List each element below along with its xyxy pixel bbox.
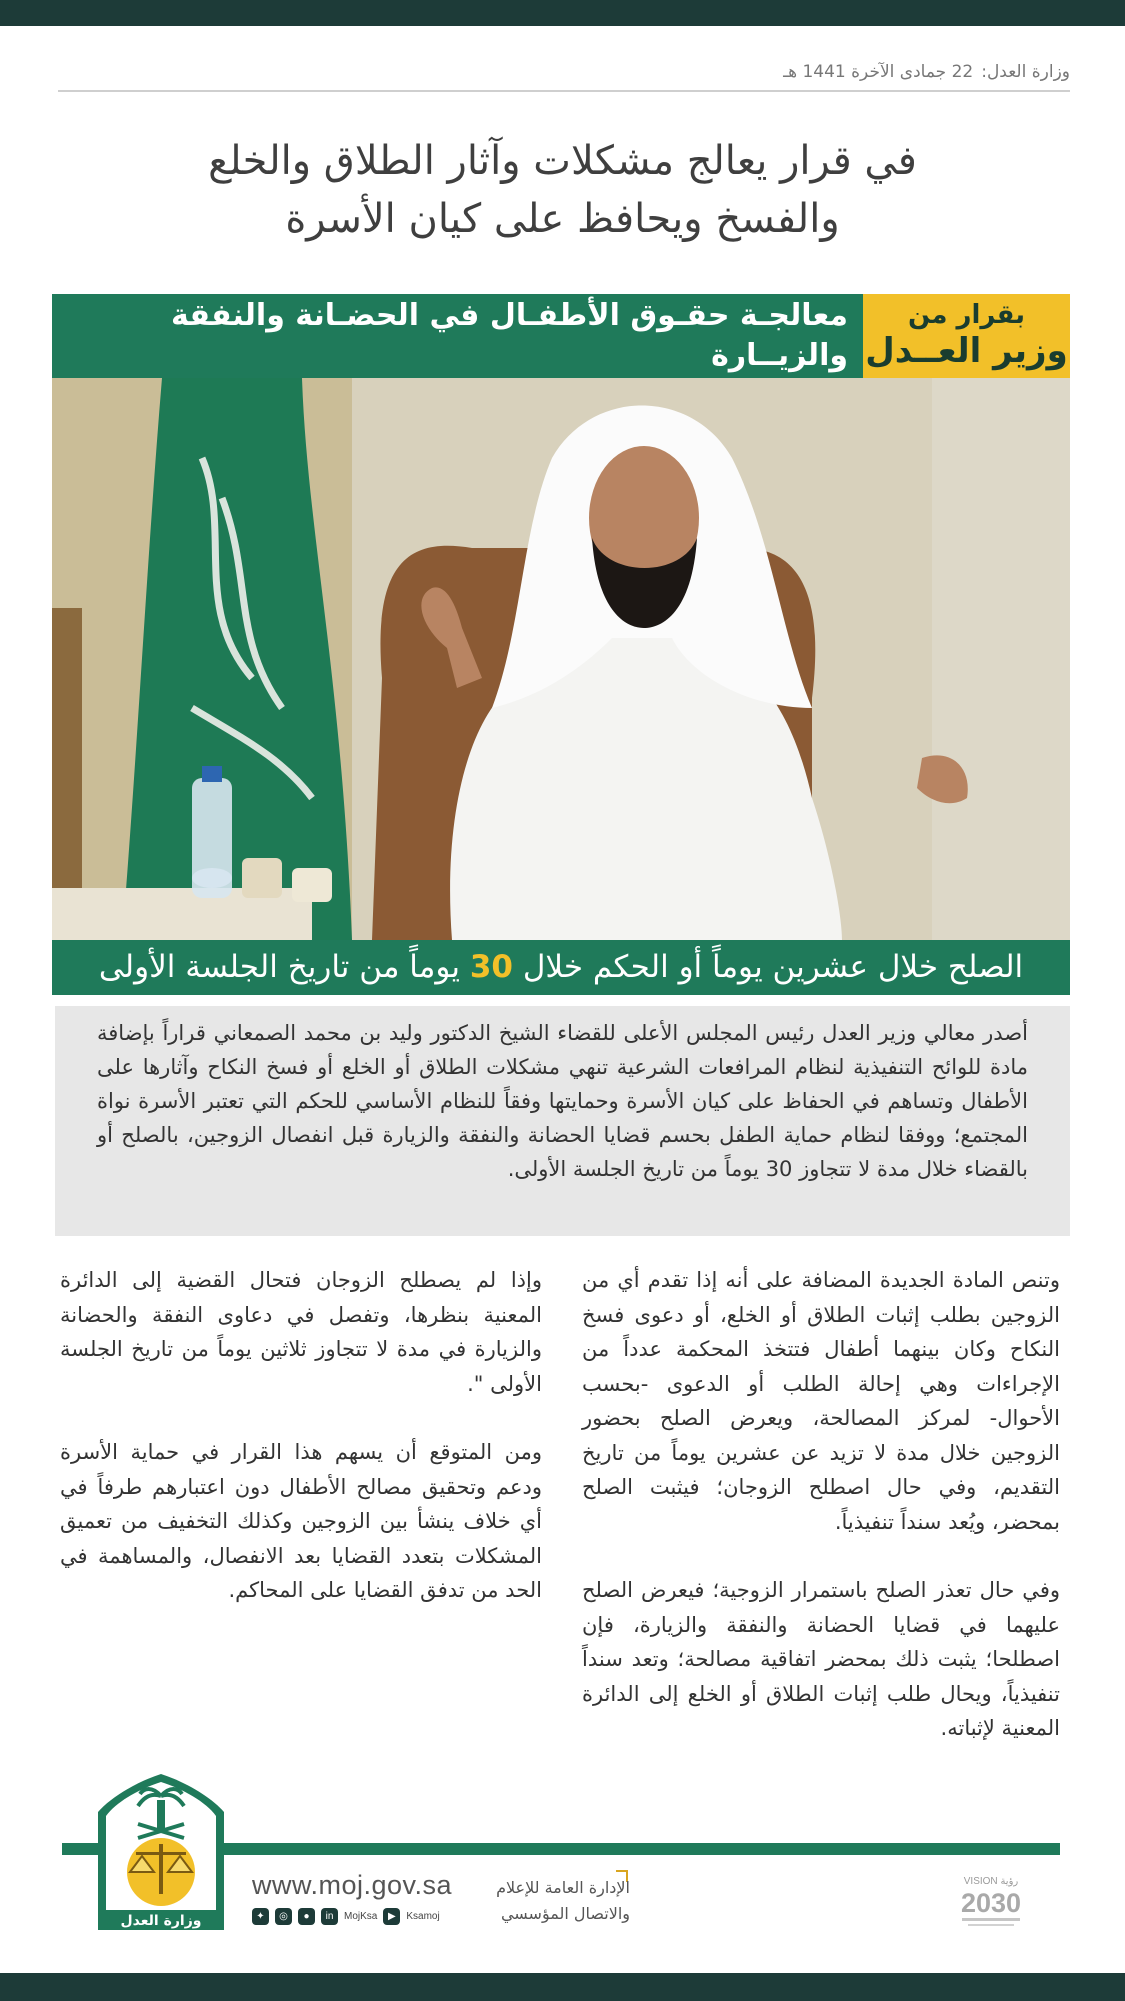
dept-line-2: والاتصال المؤسسي	[500, 1904, 630, 1923]
minister-photo-illustration	[52, 378, 1070, 940]
snapchat-icon[interactable]: ●	[298, 1908, 315, 1925]
article-column-right	[582, 1263, 1060, 1780]
youtube-icon[interactable]: ▶	[383, 1908, 400, 1925]
caption-before: الصلح خلال عشرين يوماً أو الحكم خلال	[522, 949, 1024, 985]
instagram-icon[interactable]: ◎	[275, 1908, 292, 1925]
ministry-seal-logo	[94, 1772, 228, 1932]
article-column-left	[60, 1263, 542, 1642]
department-name	[470, 1875, 630, 1927]
social-links	[252, 1905, 440, 1927]
vision-2030-logo	[948, 1870, 1034, 1930]
top-bar	[0, 0, 1125, 26]
dateline	[58, 62, 1070, 92]
paragraph: ومن المتوقع أن يسهم هذا القرار في حماية الأسرة ودعم وتحقيق مصالح الأطفال دون اعتبارهم طرفاً في أي خلاف ينشأ بين الزوجين وكذلك التخفيف من تعميق المشكلات بتعدد القضايا بعد الانفصال، والمساهمة في الحد من تدفق القضايا على المحاكم.	[60, 1440, 542, 1602]
minister-photo	[52, 378, 1070, 940]
dept-line-1: الإدارة العامة للإعلام	[496, 1878, 630, 1897]
water-bottle	[192, 778, 232, 898]
title-line-2: والفسخ ويحافظ على كيان الأسرة	[285, 196, 840, 242]
highlight-caption	[52, 940, 1070, 995]
intro-paragraph: أصدر معالي وزير العدل رئيس المجلس الأعلى للقضاء الشيخ الدكتور وليد بن محمد الصمعاني قراراً بإضافة مادة للوائح التنفيذية لنظام المرافعات الشرعية تنهي مشكلات الطلاق أو الخلع أو فسخ النكاح وآثارها على الأطفال وتساهم في الحفاظ على كيان الأسرة وحمايتها وفقاً للنظام الأساسي للحكم التي تعتبر الأسرة نواة المجتمع؛ ووفقا لنظام حماية الطفل بحسم قضايا الحضانة والنفقة والزيارة قبل انفصال الزوجين، بالصلح أو بالقضاء خلال مدة لا تتجاوز 30 يوماً من تاريخ الجلسة الأولى.	[55, 1006, 1070, 1236]
paragraph: وفي حال تعذر الصلح باستمرار الزوجية؛ فيعرض الصلح عليهما في قضايا الحضانة والنفقة والزيارة، فإن اصطلحا؛ يثبت ذلك بمحضر اتفاقية مصالحة؛ وتعد سنداً تنفيذياً، ويحال طلب إثبات الطلاق أو الخلع إلى الدائرة المعنية لإثباته.	[582, 1578, 1060, 1740]
paragraph: وإذا لم يصطلح الزوجان فتحال القضية إلى الدائرة المعنية بنظرها، وتفصل في دعاوى النفقة والحضانة والزيارة في مدة لا تتجاوز ثلاثين يوماً من تاريخ الجلسة الأولى ".	[60, 1268, 542, 1396]
badge-line-1: بقرار من	[907, 300, 1026, 330]
website-url[interactable]: www.moj.gov.sa	[252, 1870, 453, 1900]
banner-text-line-1: معالجـة حقـوق الأطفـال في الحضـانة والنفقة والزيــارة	[171, 298, 848, 373]
caption-number: 30	[469, 949, 513, 985]
dateline-date: 22 جمادى الآخرة 1441 هـ	[783, 62, 974, 82]
social-handle-2[interactable]: Ksamoj	[406, 1910, 440, 1922]
paragraph: وتنص المادة الجديدة المضافة على أنه إذا تقدم أي من الزوجين بطلب إثبات الطلاق أو الخلع، أو دعوى فسخ النكاح وكان بينهما أطفال فتتخذ المحكمة عدداً من الإجراءات وهي إحالة الطلب أو الدعوى -بحسب الأحوال- لمركز المصالحة، ويعرض الصلح بحضور الزوجين خلال مدة لا تزيد عن عشرين يوماً من تاريخ التقديم، وفي حال اصطلح الزوجان؛ فيثبت الصلح بمحضر، ويُعد سنداً تنفيذياً.	[582, 1268, 1060, 1534]
dateline-source: وزارة العدل:	[981, 62, 1070, 82]
palm-icon	[157, 1800, 165, 1830]
title-line-1: في قرار يعالج مشكلات وآثار الطلاق والخلع	[208, 138, 917, 184]
seal-text: وزارة العدل	[120, 1913, 202, 1929]
badge-line-2: وزير العــدل	[865, 331, 1068, 371]
banner-badge	[863, 294, 1070, 378]
page-title	[90, 132, 1035, 248]
twitter-icon[interactable]: ✦	[252, 1908, 269, 1925]
vision-label: VISION رؤية	[963, 1876, 1019, 1887]
social-handle-1[interactable]: MojKsa	[344, 1910, 378, 1922]
vision-year: 2030	[960, 1888, 1022, 1918]
linkedin-icon[interactable]: in	[321, 1908, 338, 1925]
decision-banner	[52, 294, 1070, 378]
banner-text	[58, 294, 848, 378]
caption-after: يوماً من تاريخ الجلسة الأولى	[98, 949, 460, 985]
bottom-bar	[0, 1973, 1125, 2001]
